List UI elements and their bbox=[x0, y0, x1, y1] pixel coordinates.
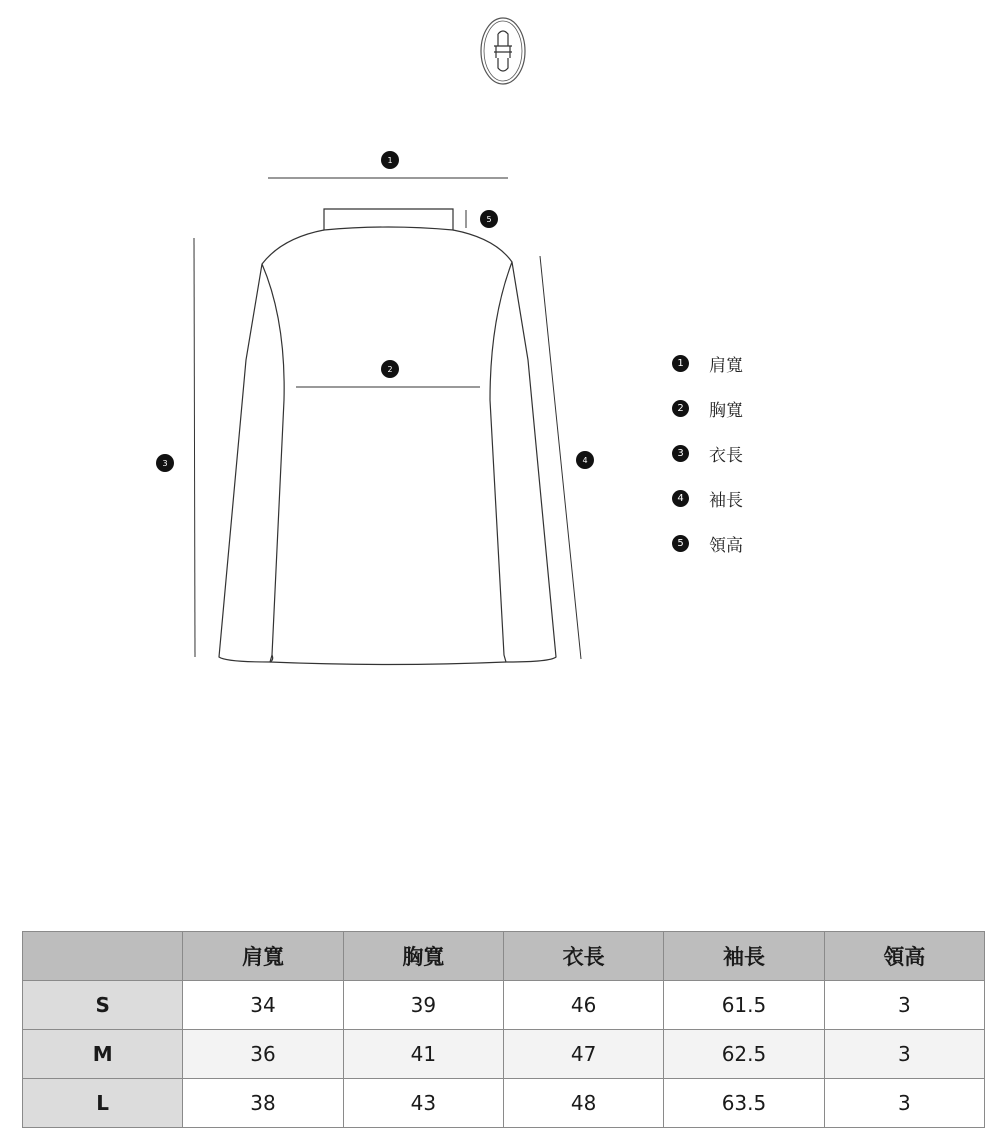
table-cell: 39 bbox=[343, 981, 503, 1030]
marker-2 bbox=[381, 360, 399, 378]
legend-number-badge: 3 bbox=[672, 445, 689, 462]
legend-number-badge: 4 bbox=[672, 490, 689, 507]
marker-3-number: 3 bbox=[162, 459, 168, 468]
legend-item bbox=[672, 341, 872, 386]
table-cell: 63.5 bbox=[664, 1079, 824, 1128]
table-row bbox=[23, 1079, 985, 1128]
marker-1 bbox=[381, 151, 399, 169]
measurement-lines bbox=[194, 178, 581, 659]
legend-item bbox=[672, 431, 872, 476]
size-label-cell: L bbox=[23, 1079, 183, 1128]
table-cell: 43 bbox=[343, 1079, 503, 1128]
measurement-legend bbox=[672, 341, 872, 566]
table-cell: 3 bbox=[824, 1079, 984, 1128]
size-chart-table bbox=[22, 931, 985, 1128]
column-header: 肩寬 bbox=[183, 932, 343, 981]
table-header-row bbox=[23, 932, 985, 981]
table-cell: 46 bbox=[503, 981, 663, 1030]
table-cell: 38 bbox=[183, 1079, 343, 1128]
table-cell: 3 bbox=[824, 1030, 984, 1079]
table-row bbox=[23, 981, 985, 1030]
measurement-markers bbox=[156, 151, 594, 472]
marker-4-number: 4 bbox=[582, 456, 588, 465]
table-cell: 3 bbox=[824, 981, 984, 1030]
legend-label: 衣長 bbox=[709, 446, 743, 466]
column-header: 衣長 bbox=[503, 932, 663, 981]
table-cell: 48 bbox=[503, 1079, 663, 1128]
table-corner-cell bbox=[23, 932, 183, 981]
legend-label: 胸寬 bbox=[709, 401, 743, 421]
marker-2-number: 2 bbox=[387, 365, 393, 374]
table-cell: 34 bbox=[183, 981, 343, 1030]
legend-label: 袖長 bbox=[709, 491, 743, 511]
table-cell: 61.5 bbox=[664, 981, 824, 1030]
table-cell: 41 bbox=[343, 1030, 503, 1079]
legend-number-badge: 5 bbox=[672, 535, 689, 552]
marker-4 bbox=[576, 451, 594, 469]
legend-number-badge: 2 bbox=[672, 400, 689, 417]
sleeve-length-line bbox=[540, 256, 581, 659]
table-cell: 36 bbox=[183, 1030, 343, 1079]
body-length-line bbox=[194, 238, 195, 657]
column-header: 領高 bbox=[824, 932, 984, 981]
legend-label: 領高 bbox=[709, 536, 743, 556]
marker-5-number: 5 bbox=[486, 215, 492, 224]
table-cell: 47 bbox=[503, 1030, 663, 1079]
legend-item bbox=[672, 386, 872, 431]
marker-1-number: 1 bbox=[387, 156, 393, 165]
legend-item bbox=[672, 476, 872, 521]
legend-item bbox=[672, 521, 872, 566]
legend-label: 肩寬 bbox=[709, 356, 743, 376]
marker-5 bbox=[480, 210, 498, 228]
table-row bbox=[23, 1030, 985, 1079]
column-header: 袖長 bbox=[664, 932, 824, 981]
column-header: 胸寬 bbox=[343, 932, 503, 981]
size-label-cell: M bbox=[23, 1030, 183, 1079]
size-label-cell: S bbox=[23, 981, 183, 1030]
legend-number-badge: 1 bbox=[672, 355, 689, 372]
sweater-outline bbox=[219, 209, 556, 665]
marker-3 bbox=[156, 454, 174, 472]
table-cell: 62.5 bbox=[664, 1030, 824, 1079]
